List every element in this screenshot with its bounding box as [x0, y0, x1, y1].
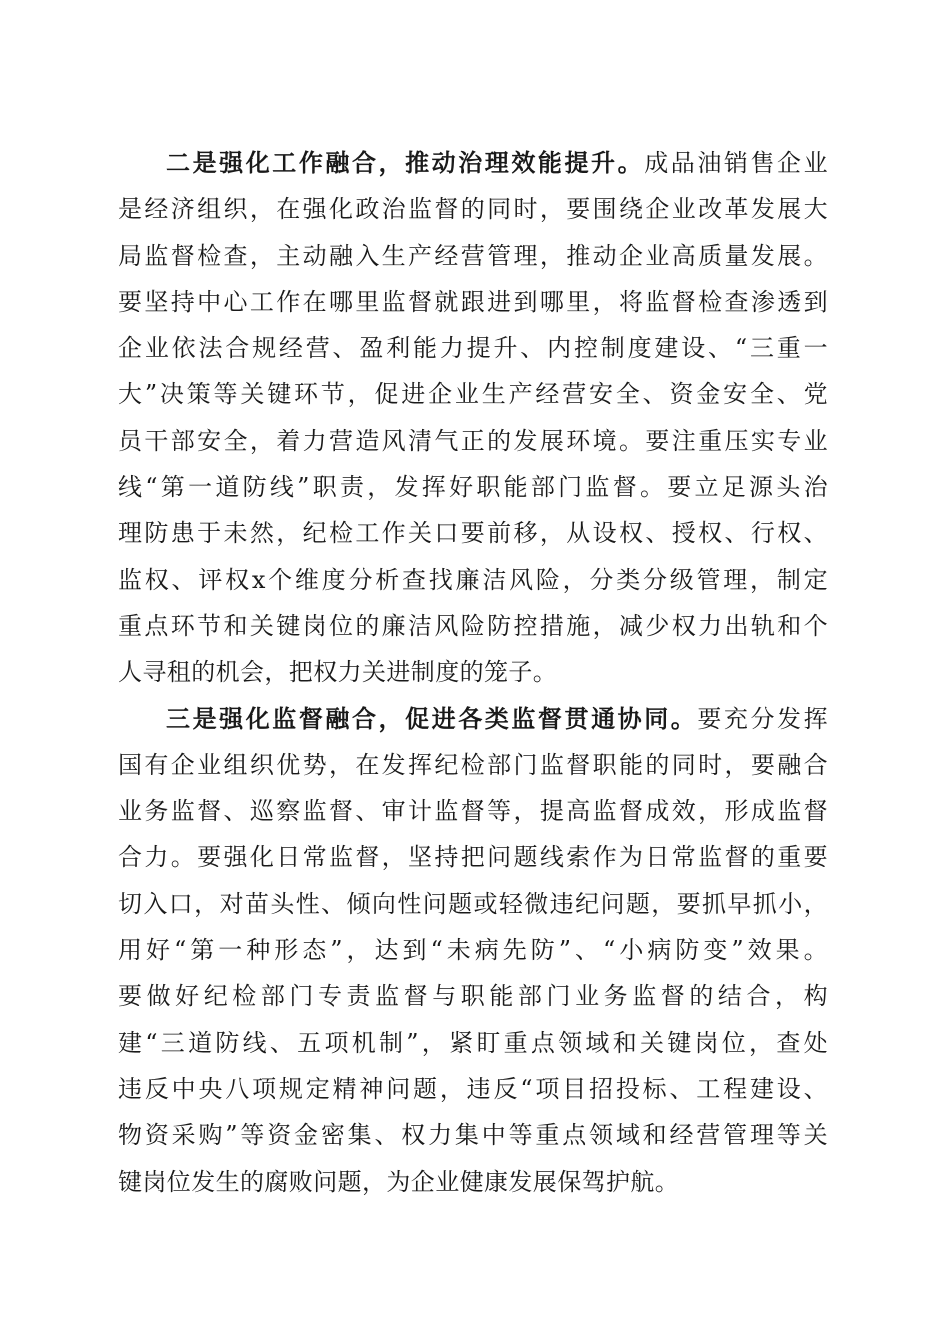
paragraph-line: 监权、评权x个维度分析查找廉洁风险，分类分级管理，制定: [118, 565, 828, 594]
paragraph-line: 物资采购”等资金密集、权力集中等重点领域和经营管理等关: [118, 1121, 828, 1150]
paragraph-line: 企业依法合规经营、盈利能力提升、内控制度建设、“三重一: [118, 334, 828, 363]
paragraph-line: 国有企业组织优势，在发挥纪检部门监督职能的同时，要融合: [118, 750, 828, 779]
paragraph-line: [118, 696, 828, 742]
paragraph-line: 业务监督、巡察监督、审计监督等，提高监督成效，形成监督: [118, 797, 828, 826]
paragraph-line: 是经济组织，在强化政治监督的同时，要围绕企业改革发展大: [118, 195, 828, 224]
paragraph-text: 要充分发挥: [697, 704, 829, 733]
paragraph-line: 用好“第一种形态”，达到“未病先防”、“小病防变”效果。: [118, 936, 828, 965]
paragraph-line: 人寻租的机会，把权力关进制度的笼子。: [118, 658, 558, 687]
paragraph-lead: 三是强化监督融合，促进各类监督贯通协同。: [166, 703, 698, 733]
document-body: [118, 140, 828, 1205]
paragraph-line: 理防患于未然，纪检工作关口要前移，从设权、授权、行权、: [118, 519, 828, 548]
paragraph-1: [118, 140, 828, 696]
paragraph-line: 员干部安全，着力营造风清气正的发展环境。要注重压实专业: [118, 426, 828, 455]
paragraph-lead: 二是强化工作融合，推动治理效能提升。: [166, 148, 645, 177]
paragraph-line: 要坚持中心工作在哪里监督就跟进到哪里，将监督检查渗透到: [118, 287, 828, 316]
paragraph-line: 切入口，对苗头性、倾向性问题或轻微违纪问题，要抓早抓小，: [118, 889, 828, 918]
paragraph-line: 大”决策等关键环节，促进企业生产经营安全、资金安全、党: [118, 380, 828, 409]
paragraph-line: 线“第一道防线”职责，发挥好职能部门监督。要立足源头治: [118, 473, 828, 502]
paragraph-line: 建“三道防线、五项机制”，紧盯重点领域和关键岗位，查处: [118, 1028, 828, 1057]
paragraph-line: 要做好纪检部门专责监督与职能部门业务监督的结合，构: [118, 982, 828, 1011]
paragraph-line: 键岗位发生的腐败问题，为企业健康发展保驾护航。: [118, 1167, 680, 1196]
paragraph-text: 成品油销售企业: [644, 149, 828, 177]
paragraph-line: 违反中央八项规定精神问题，违反“项目招投标、工程建设、: [118, 1074, 828, 1103]
paragraph-line: 局监督检查，主动融入生产经营管理，推动企业高质量发展。: [118, 241, 828, 270]
paragraph-line: 重点环节和关键岗位的廉洁风险防控措施，减少权力出轨和个: [118, 611, 828, 640]
paragraph-2: [118, 696, 828, 1205]
paragraph-line: [118, 140, 828, 186]
paragraph-line: 合力。要强化日常监督，坚持把问题线索作为日常监督的重要: [118, 843, 828, 872]
